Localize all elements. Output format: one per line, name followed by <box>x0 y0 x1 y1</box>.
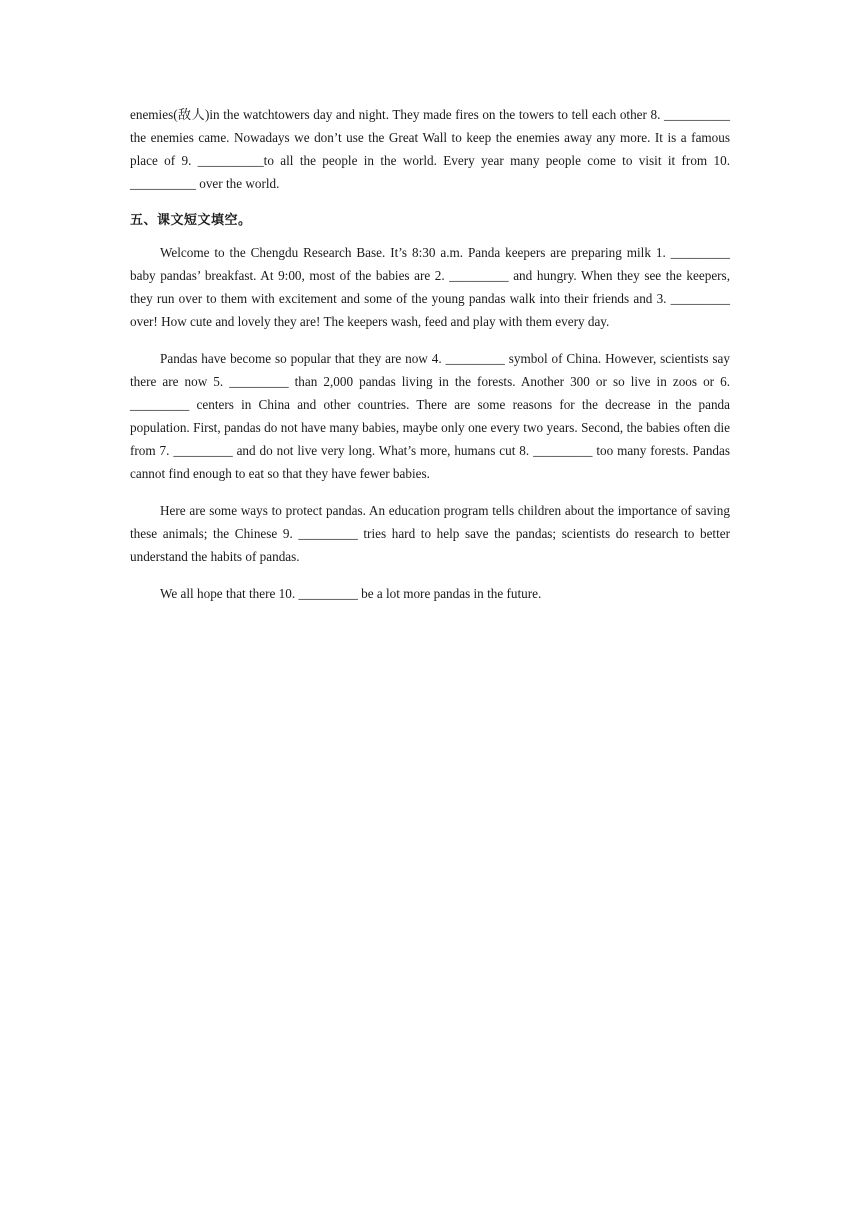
document-page <box>130 103 730 605</box>
passage-paragraph: Here are some ways to protect pandas. An education program tells children about the importance of saving these animals; the Chinese 9. _________ tries hard to help save the pandas; scientists do research to better understand the habits of pandas. <box>130 503 730 564</box>
passage-paragraph: We all hope that there 10. _________ be a lot more pandas in the future. <box>160 586 542 601</box>
section-title: 五、课文短文填空。 <box>130 213 252 228</box>
passage-paragraph: Welcome to the Chengdu Research Base. It’s 8:30 a.m. Panda keepers are preparing milk 1. _________ baby pandas’ breakfast. At 9:00, most of the babies are 2. _________ and hungry. When they see the keepers, they run over to them with excitement and some of the young pandas walk into their friends and 3. _________ over! How cute and lovely they are! The keepers wash, feed and play with them every day. <box>130 245 730 329</box>
passage-paragraph: Pandas have become so popular that they are now 4. _________ symbol of China. However, scientists say there are now 5. _________ than 2,000 pandas living in the forests. Another 300 or so live in zoos or 6. _________ centers in China and other countries. There are some reasons for the decrease in the panda population. First, pandas do not have many babies, maybe only one every two years. Second, the babies often die from 7. _________ and do not live very long. What’s more, humans cut 8. _________ too many forests. Pandas cannot find enough to eat so that they have fewer babies. <box>130 351 730 481</box>
continued-passage: enemies(敌人)in the watchtowers day and night. They made fires on the towers to tell each other 8. __________ the enemies came. Nowadays we don’t use the Great Wall to keep the enemies away any more. It is a famous place of 9. __________to all the people in the world. Every year many people come to visit it from 10. __________ over the world. <box>130 107 730 191</box>
